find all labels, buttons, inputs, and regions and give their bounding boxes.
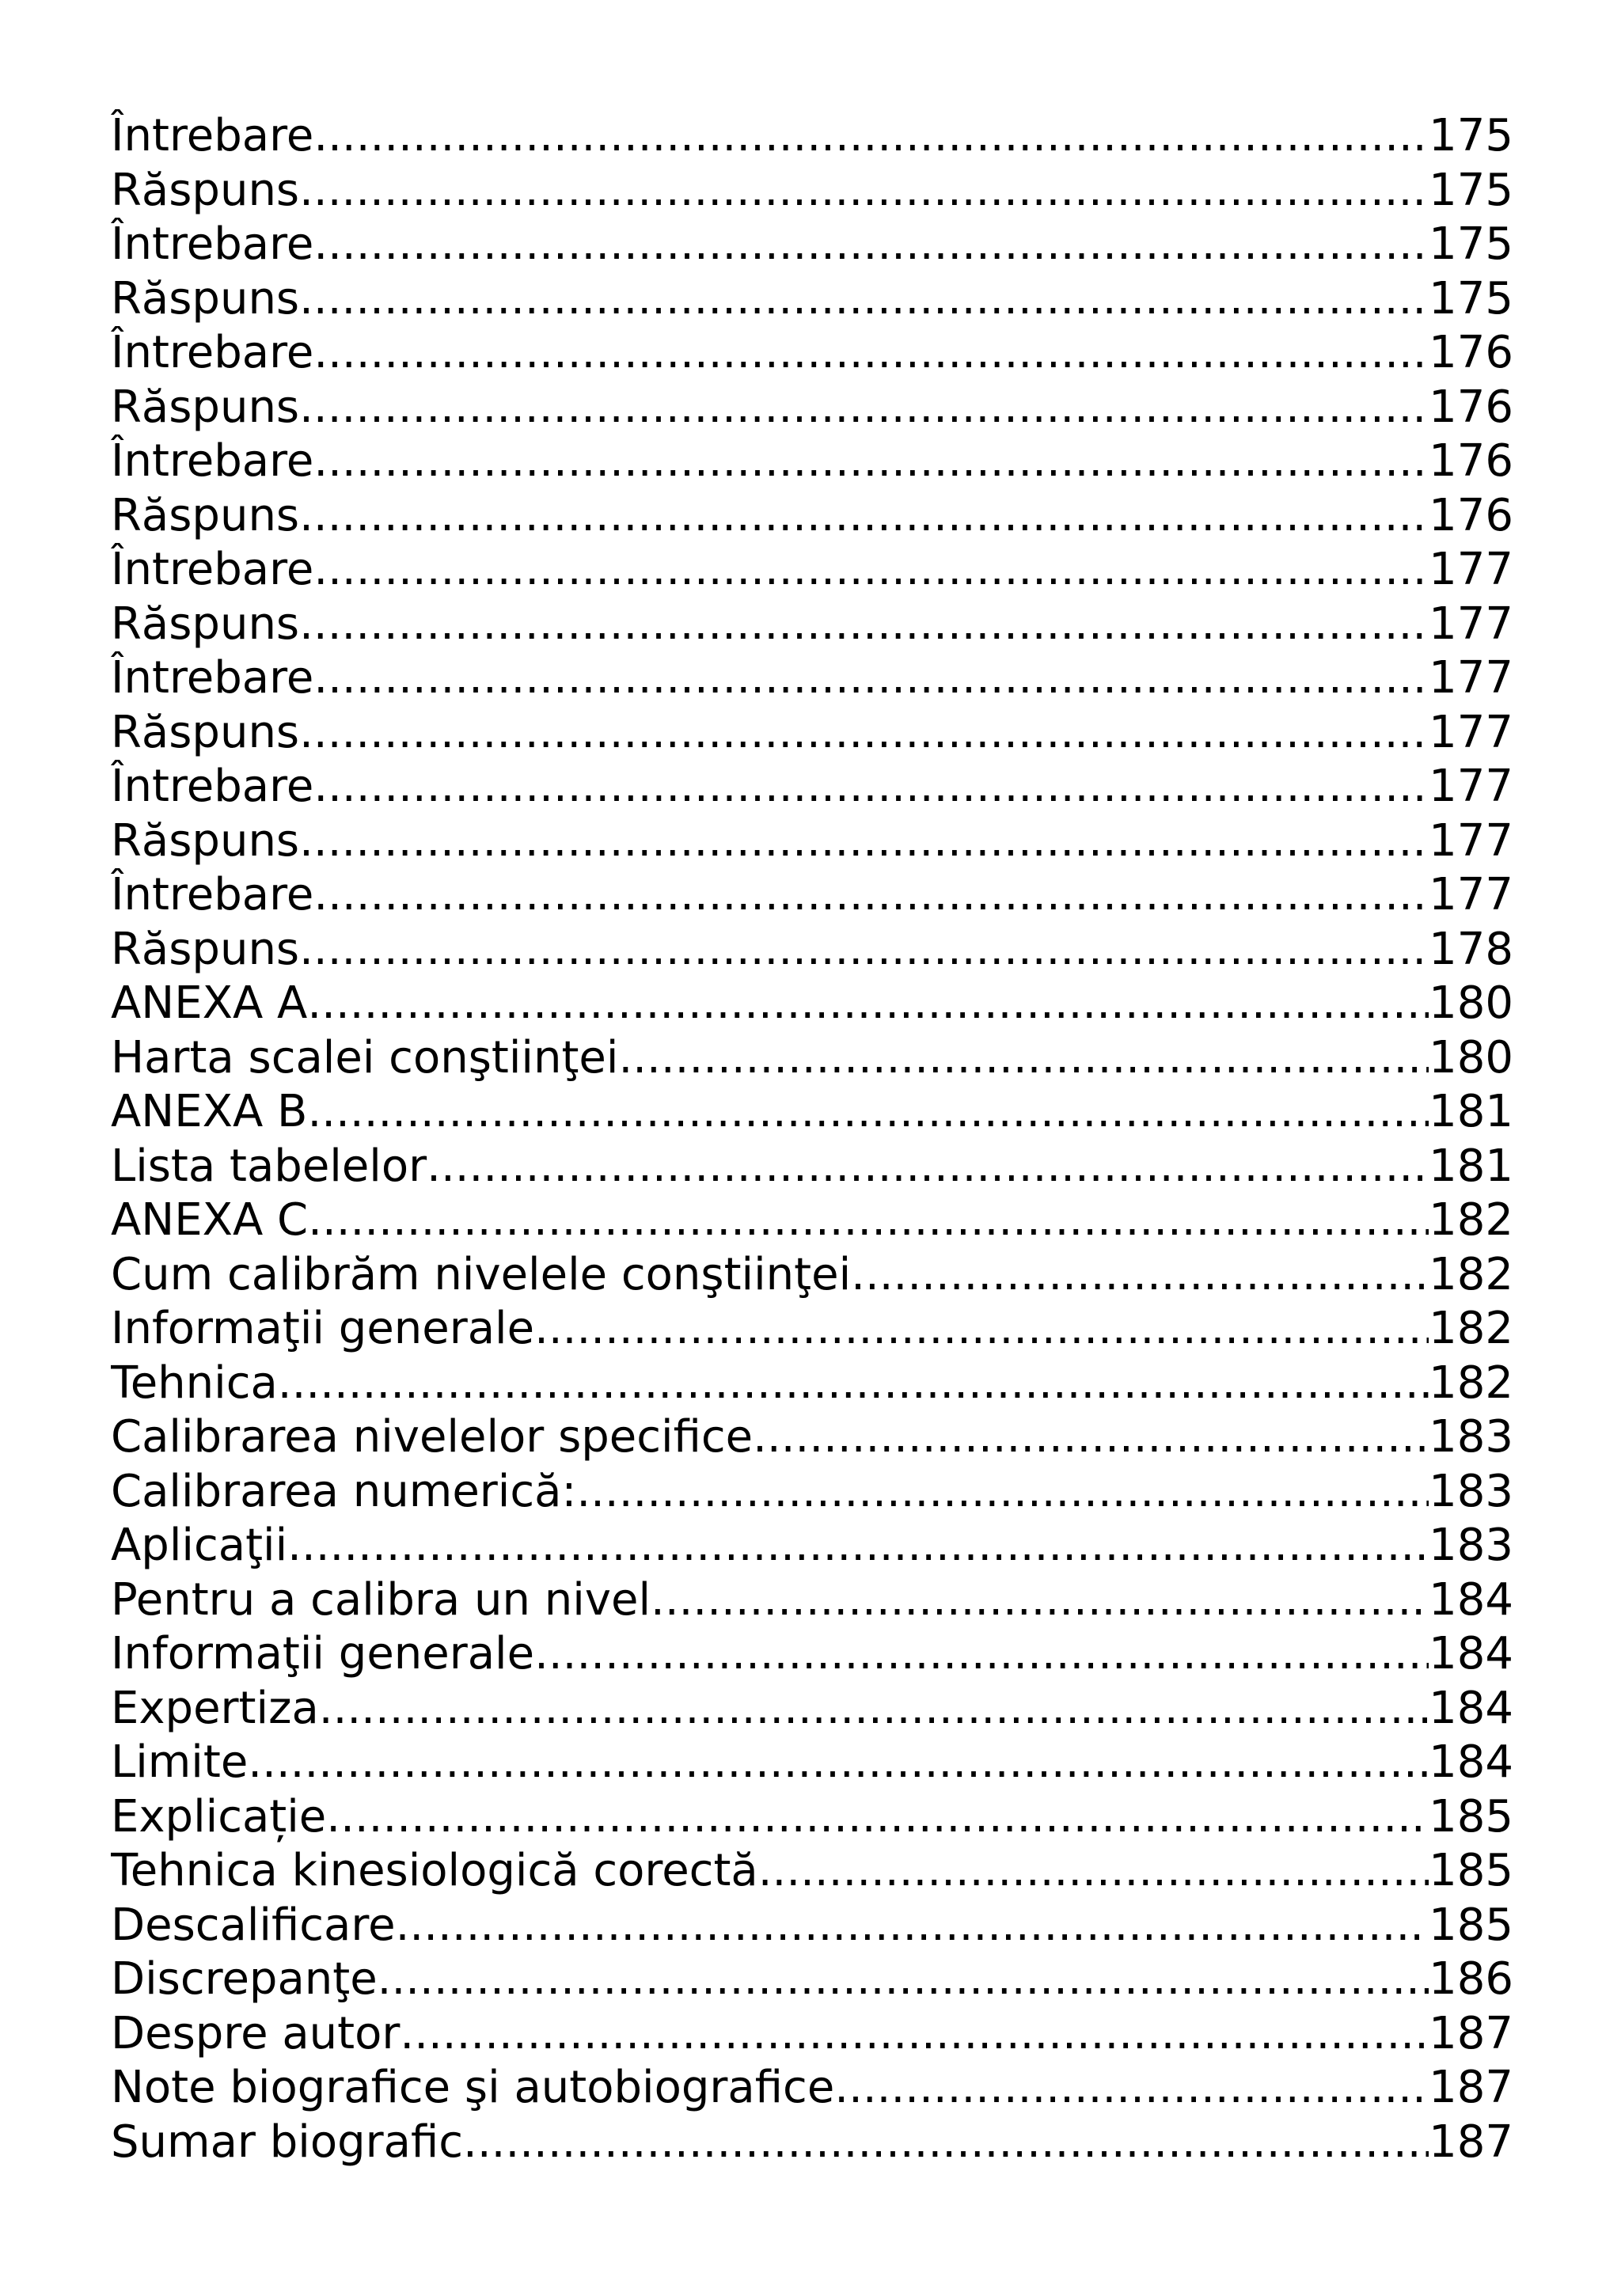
dot-leader — [299, 272, 1429, 327]
table-of-contents — [111, 109, 1513, 2169]
toc-entry-page: 183 — [1429, 1520, 1513, 1571]
dot-leader — [313, 651, 1429, 706]
dot-leader — [427, 1140, 1429, 1194]
toc-entry — [111, 2007, 1513, 2062]
dot-leader — [313, 760, 1429, 814]
toc-entry — [111, 1953, 1513, 2007]
toc-entry-page: 185 — [1429, 1790, 1513, 1842]
dot-leader — [313, 868, 1429, 923]
toc-entry-page: 185 — [1429, 1899, 1513, 1951]
dot-leader — [313, 326, 1429, 381]
toc-entry-title: Răspuns — [111, 814, 300, 867]
toc-entry — [111, 435, 1513, 489]
toc-entry — [111, 598, 1513, 652]
toc-entry-title: Răspuns — [111, 706, 300, 758]
toc-entry-page: 182 — [1429, 1357, 1513, 1409]
toc-entry-page: 184 — [1429, 1736, 1513, 1788]
toc-entry — [111, 1248, 1513, 1303]
toc-entry — [111, 109, 1513, 164]
dot-leader — [307, 1085, 1429, 1140]
toc-entry — [111, 1194, 1513, 1248]
toc-entry-title: Despre autor — [111, 2007, 401, 2059]
toc-entry — [111, 218, 1513, 272]
dot-leader — [299, 489, 1429, 544]
toc-entry-page: 185 — [1429, 1845, 1513, 1896]
toc-entry-page: 175 — [1429, 272, 1513, 324]
dot-leader — [618, 1031, 1429, 1086]
toc-entry — [111, 1736, 1513, 1790]
dot-leader — [651, 1573, 1429, 1628]
toc-entry — [111, 706, 1513, 761]
toc-entry — [111, 1899, 1513, 1953]
toc-entry-title: Discrepanţe — [111, 1953, 378, 2005]
toc-entry-title: Pentru a calibra un nivel — [111, 1573, 651, 1626]
toc-entry-title: Întrebare — [111, 761, 314, 812]
toc-entry — [111, 923, 1513, 977]
toc-entry — [111, 1573, 1513, 1628]
dot-leader — [299, 814, 1429, 869]
dot-leader — [287, 1519, 1429, 1573]
dot-leader — [299, 381, 1429, 435]
toc-entry — [111, 977, 1513, 1031]
dot-leader — [534, 1627, 1429, 1682]
toc-entry — [111, 1627, 1513, 1682]
toc-entry-page: 182 — [1429, 1194, 1513, 1246]
toc-entry-page: 181 — [1429, 1086, 1513, 1137]
toc-entry-page: 186 — [1429, 1953, 1513, 2005]
toc-entry — [111, 326, 1513, 381]
toc-entry-page: 175 — [1429, 164, 1513, 216]
toc-entry-page: 175 — [1429, 218, 1513, 270]
toc-entry-page: 187 — [1429, 2062, 1513, 2113]
toc-entry-title: Răspuns — [111, 164, 300, 216]
toc-entry — [111, 272, 1513, 327]
toc-entry-page: 177 — [1429, 761, 1513, 812]
toc-entry-title: Răspuns — [111, 923, 300, 975]
toc-entry — [111, 1790, 1513, 1845]
toc-entry — [111, 1682, 1513, 1736]
toc-entry-page: 177 — [1429, 544, 1513, 595]
toc-entry-page: 177 — [1429, 814, 1513, 867]
toc-entry-page: 176 — [1429, 489, 1513, 541]
toc-entry-page: 184 — [1429, 1573, 1513, 1626]
toc-entry-page: 183 — [1429, 1411, 1513, 1463]
toc-entry-title: Întrebare — [111, 327, 314, 378]
toc-entry-title: ANEXA B — [111, 1086, 308, 1137]
toc-entry — [111, 1031, 1513, 1086]
toc-entry-title: Harta scalei conştiinţei — [111, 1031, 619, 1083]
toc-entry-page: 184 — [1429, 1628, 1513, 1679]
dot-leader — [313, 109, 1429, 164]
toc-entry-title: Întrebare — [111, 435, 314, 487]
toc-entry — [111, 164, 1513, 218]
dot-leader — [299, 164, 1429, 218]
toc-entry-title: Expertiza — [111, 1682, 319, 1734]
toc-entry-page: 178 — [1429, 923, 1513, 975]
toc-entry-title: Explicație — [111, 1790, 327, 1842]
toc-entry-title: Limite — [111, 1736, 249, 1788]
dot-leader — [308, 1194, 1429, 1248]
toc-entry-page: 183 — [1429, 1465, 1513, 1517]
toc-entry — [111, 651, 1513, 706]
toc-entry-title: Răspuns — [111, 381, 300, 433]
dot-leader — [753, 1410, 1429, 1465]
toc-entry — [111, 1465, 1513, 1520]
toc-entry-title: Informaţii generale — [111, 1628, 535, 1679]
toc-entry-title: Lista tabelelor — [111, 1140, 427, 1192]
dot-leader — [378, 1953, 1429, 2007]
toc-entry — [111, 814, 1513, 869]
toc-entry — [111, 760, 1513, 814]
toc-entry-page: 181 — [1429, 1140, 1513, 1192]
toc-entry-title: Întrebare — [111, 652, 314, 704]
toc-entry — [111, 2116, 1513, 2170]
toc-entry-page: 176 — [1429, 435, 1513, 487]
toc-entry-title: Întrebare — [111, 218, 314, 270]
toc-entry-title: Răspuns — [111, 489, 300, 541]
toc-entry-page: 177 — [1429, 598, 1513, 650]
toc-entry-title: Cum calibrăm nivelele conştiinţei — [111, 1248, 852, 1300]
toc-entry-title: Întrebare — [111, 110, 314, 161]
toc-entry-title: Tehnica kinesiologică corectă — [111, 1845, 758, 1896]
toc-entry-title: Informaţii generale — [111, 1303, 535, 1354]
dot-leader — [463, 2116, 1429, 2170]
toc-entry-page: 187 — [1429, 2007, 1513, 2059]
dot-leader — [307, 977, 1429, 1031]
toc-entry — [111, 2061, 1513, 2116]
toc-entry — [111, 543, 1513, 598]
dot-leader — [299, 706, 1429, 761]
dot-leader — [534, 1302, 1429, 1357]
toc-entry — [111, 1844, 1513, 1899]
toc-entry-title: Tehnica — [111, 1357, 278, 1409]
toc-entry-title: Întrebare — [111, 869, 314, 920]
toc-entry-title: Note biografice şi autobiografice — [111, 2062, 835, 2113]
toc-entry-page: 177 — [1429, 706, 1513, 758]
dot-leader — [758, 1844, 1429, 1899]
toc-entry-page: 182 — [1429, 1303, 1513, 1354]
dot-leader — [851, 1248, 1429, 1303]
dot-leader — [299, 598, 1429, 652]
dot-leader — [576, 1465, 1429, 1520]
toc-entry — [111, 489, 1513, 544]
toc-entry-page: 176 — [1429, 381, 1513, 433]
toc-entry — [111, 1302, 1513, 1357]
dot-leader — [319, 1682, 1429, 1736]
toc-entry — [111, 1519, 1513, 1573]
toc-entry-title: ANEXA C — [111, 1194, 309, 1246]
toc-entry-page: 175 — [1429, 110, 1513, 161]
dot-leader — [834, 2061, 1429, 2116]
toc-entry-title: Descalificare — [111, 1899, 396, 1951]
toc-entry-page: 177 — [1429, 652, 1513, 704]
dot-leader — [278, 1357, 1429, 1411]
toc-entry — [111, 1140, 1513, 1194]
dot-leader — [313, 435, 1429, 489]
toc-entry — [111, 1410, 1513, 1465]
toc-entry-page: 177 — [1429, 869, 1513, 920]
dot-leader — [248, 1736, 1429, 1790]
dot-leader — [400, 2007, 1429, 2062]
toc-entry-title: ANEXA A — [111, 977, 308, 1029]
toc-entry — [111, 868, 1513, 923]
toc-entry-page: 184 — [1429, 1682, 1513, 1734]
toc-entry-title: Calibrarea nivelelor specifice — [111, 1411, 754, 1463]
toc-entry-page: 180 — [1429, 1031, 1513, 1083]
dot-leader — [396, 1899, 1429, 1953]
toc-entry-page: 187 — [1429, 2116, 1513, 2168]
toc-entry — [111, 1085, 1513, 1140]
toc-entry — [111, 381, 1513, 435]
toc-entry-title: Sumar biografic — [111, 2116, 464, 2168]
toc-entry-title: Calibrarea numerică: — [111, 1465, 577, 1517]
dot-leader — [299, 923, 1429, 977]
toc-entry-title: Aplicaţii — [111, 1520, 288, 1571]
dot-leader — [326, 1790, 1429, 1845]
toc-entry-page: 182 — [1429, 1248, 1513, 1300]
toc-entry-title: Răspuns — [111, 272, 300, 324]
toc-entry-page: 176 — [1429, 327, 1513, 378]
toc-entry-page: 180 — [1429, 977, 1513, 1029]
toc-entry-title: Răspuns — [111, 598, 300, 650]
toc-entry — [111, 1357, 1513, 1411]
toc-entry-title: Întrebare — [111, 544, 314, 595]
dot-leader — [313, 218, 1429, 272]
dot-leader — [313, 543, 1429, 598]
